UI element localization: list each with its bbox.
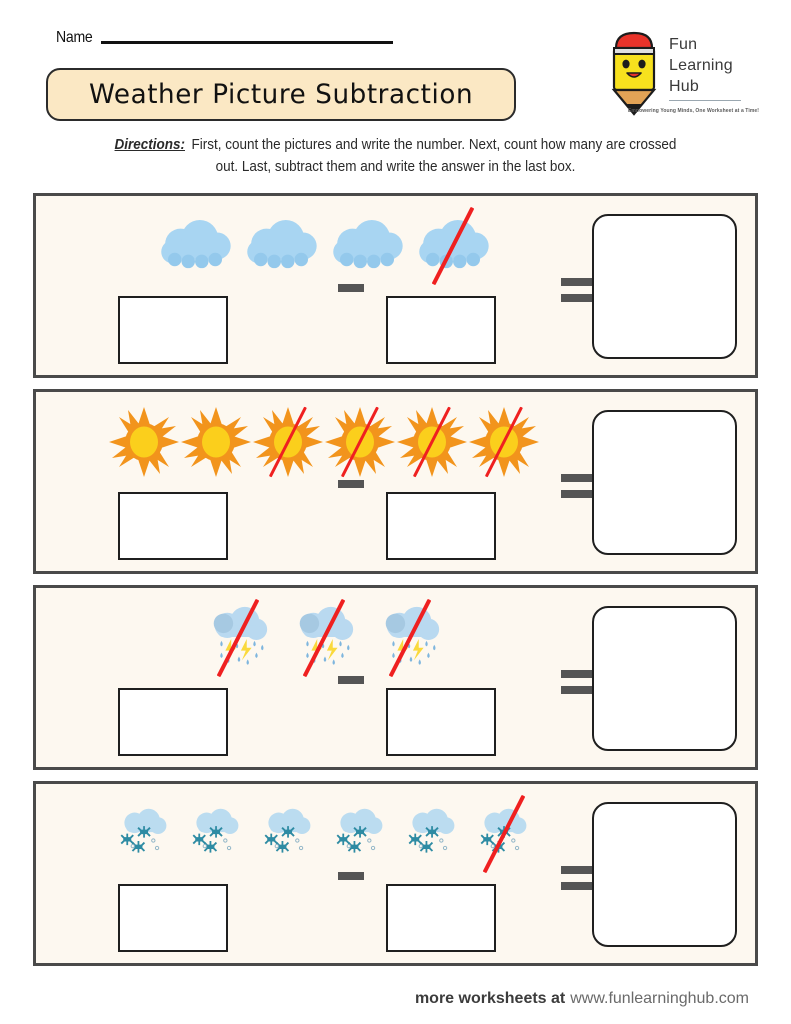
problem-row [33,389,758,574]
answer-area [36,876,611,958]
logo-line-2: Learning [669,57,733,75]
footer-label: more worksheets at [414,990,566,1007]
equals-sign-icon [561,866,593,892]
equals-sign-icon [561,474,593,500]
sun-icon [181,407,251,477]
cloud-icon [239,219,323,273]
picture-item [324,795,396,873]
problem-row [33,585,758,770]
picture-item [180,795,252,873]
title-banner [46,68,516,121]
cloud-icon [153,219,237,273]
name-write-line[interactable] [101,41,393,44]
picture-item-crossed [195,599,281,677]
picture-strip [36,794,611,874]
picture-item-crossed [410,207,496,285]
snow-cloud-icon [116,806,172,862]
equals-sign-icon [561,278,593,304]
picture-item [180,403,252,481]
picture-item [396,795,468,873]
crossed-count-box[interactable] [386,884,496,952]
directions-block [0,134,791,179]
snow-cloud-icon [332,806,388,862]
picture-strip [36,402,611,482]
name-field-row [56,30,393,46]
result-answer-box[interactable] [592,410,737,555]
answer-area [36,484,611,566]
result-answer-box[interactable] [592,214,737,359]
cloud-icon [325,219,409,273]
picture-item-crossed [468,403,540,481]
crossed-count-box[interactable] [386,492,496,560]
page-footer [0,990,791,1008]
page-title: Weather Picture Subtraction [88,79,474,110]
worksheet-header [0,0,791,130]
answer-area [36,680,611,762]
picture-item-crossed [324,403,396,481]
snow-cloud-icon [404,806,460,862]
snow-cloud-icon [188,806,244,862]
picture-item-crossed [252,403,324,481]
picture-strip [36,206,611,286]
minus-sign-icon [338,872,364,880]
logo-line-3: Hub [669,78,699,96]
problem-row [33,193,758,378]
crossed-count-box[interactable] [386,688,496,756]
picture-item [108,795,180,873]
directions-label: Directions: [114,137,185,153]
logo-divider [669,100,741,101]
total-count-box[interactable] [118,688,228,756]
picture-strip [36,598,611,678]
problem-list [33,193,758,977]
minus-sign-icon [338,676,364,684]
name-label: Name [56,29,93,46]
equals-sign-icon [561,670,593,696]
picture-item [252,795,324,873]
picture-item [324,207,410,285]
logo-wordmark [669,34,773,97]
picture-item [108,403,180,481]
directions-line-1 [79,134,712,156]
picture-item [152,207,238,285]
total-count-box[interactable] [118,492,228,560]
logo-tagline: Empowering Young Minds, One Worksheet at a Time! [627,108,760,114]
pencil-mascot-icon [603,30,665,116]
sun-icon [109,407,179,477]
brand-logo [595,28,773,128]
picture-item [238,207,324,285]
footer-url[interactable]: www.funlearninghub.com [570,990,749,1007]
logo-line-1: Fun [669,36,698,53]
total-count-box[interactable] [118,296,228,364]
snow-cloud-icon [260,806,316,862]
minus-sign-icon [338,284,364,292]
result-answer-box[interactable] [592,802,737,947]
problem-row [33,781,758,966]
picture-item-crossed [396,403,468,481]
minus-sign-icon [338,480,364,488]
directions-line-2: out. Last, subtract them and write the answer in the last box. [215,159,576,176]
picture-item-crossed [281,599,367,677]
answer-area [36,288,611,370]
total-count-box[interactable] [118,884,228,952]
picture-item-crossed [367,599,453,677]
picture-item-crossed [468,795,540,873]
directions-text-1: First, count the pictures and write the number. Next, count how many are crossed [191,137,677,153]
result-answer-box[interactable] [592,606,737,751]
crossed-count-box[interactable] [386,296,496,364]
